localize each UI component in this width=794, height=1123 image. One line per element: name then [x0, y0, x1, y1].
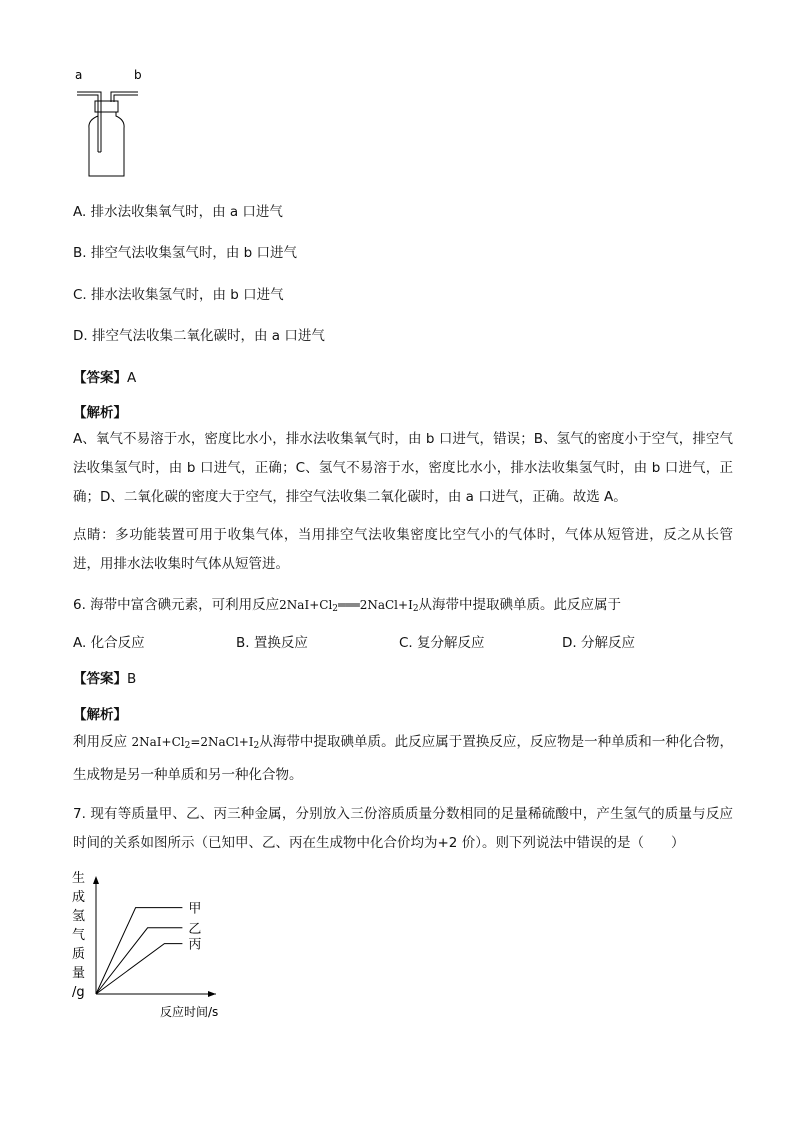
y-axis-arrow	[93, 876, 99, 884]
q6-option-b: B. 置换反应	[236, 635, 308, 651]
port-a-label: a	[75, 68, 83, 82]
q6-equation: $2NaI+Cl_2═══2NaCl+I_2$	[279, 598, 419, 614]
answer-value: B	[127, 671, 137, 687]
q6-options	[73, 631, 635, 651]
series-label-2: 乙	[188, 921, 202, 937]
q6-option-c: C. 复分解反应	[399, 635, 485, 651]
x-axis-arrow	[208, 991, 216, 997]
q6-option-d: D. 分解反应	[562, 635, 635, 651]
q6-stem-text: 6. 海带中富含碘元素，可利用反应	[73, 597, 280, 613]
hydrogen-mass-chart	[68, 868, 248, 1024]
answer-label: 【答案】	[73, 671, 127, 687]
series-label-1: 甲	[188, 901, 202, 917]
y-axis-label-char: 成	[72, 890, 86, 905]
q6-option-a: A. 化合反应	[73, 635, 145, 651]
q5-tip-text: 点睛：多功能装置可用于收集气体，当用排空气法收集密度比空气小的气体时，气体从短管进，反之从长管进，用排水法收集时气体从短管进。	[73, 527, 733, 572]
y-axis-label-char: /g	[72, 985, 85, 1000]
y-axis-label-char: 氢	[72, 909, 86, 924]
q5-option-b: B. 排空气法收集氢气时，由 b 口进气	[73, 245, 297, 261]
y-axis-label-char: 质	[72, 947, 86, 962]
port-b-label: b	[134, 68, 142, 82]
series-label-3: 丙	[188, 937, 202, 953]
q6-analysis-text: 利用反应 $2NaI+Cl_2=2NaCl+I_2$从海带中提取碘单质。此反应属于置换反应，反应物是一种单质和一种化合物，生成物是另一种单质和另一种化合物。	[73, 734, 734, 783]
gas-bottle-figure	[68, 64, 158, 180]
q5-analysis-label: 【解析】	[73, 405, 127, 421]
answer-label: 【答案】	[73, 370, 127, 386]
q7-stem: 7. 现有等质量甲、乙、丙三种金属，分别放入三份溶质质量分数相同的足量稀硫酸中，产生氢气的质量与反应时间的关系如图所示（已知甲、乙、丙在生成物中化合价均为+2 价）。则下列说法中错误的是（ ）	[73, 806, 733, 851]
y-axis-label-char: 生	[72, 871, 86, 886]
q6-stem	[73, 593, 621, 614]
answer-value: A	[127, 370, 137, 386]
q6-stem-text-2: 从海带中提取碘单质	[418, 597, 541, 613]
series-line-1	[96, 908, 182, 994]
q5-analysis-text: A、氧气不易溶于水，密度比水小，排水法收集氧气时，由 b 口进气，错误；B、氢气的密度小于空气，排空气法收集氢气时，由 b 口进气，正确；C、氢气不易溶于水，密度比水小，排水法收集氢气时，由 b 口进气，正确；D、二氧化碳的密度大于空气，排空气法收集二氧化碳时，由 a 口进气，正确。故选 A。	[73, 431, 733, 505]
q5-option-a: A. 排水法收集氧气时，由 a 口进气	[73, 204, 283, 220]
q5-option-c: C. 排水法收集氢气时，由 b 口进气	[73, 287, 284, 303]
q5-answer	[73, 366, 136, 386]
q6-answer	[73, 667, 136, 687]
x-axis-label: 反应时间/s	[160, 1005, 219, 1019]
y-axis-label-char: 气	[72, 928, 86, 943]
y-axis-label-char: 量	[72, 966, 86, 981]
q6-analysis-label: 【解析】	[73, 707, 127, 723]
q5-option-d: D. 排空气法收集二氧化碳时，由 a 口进气	[73, 328, 325, 344]
series-line-3	[96, 944, 182, 994]
q6-stem-end: 。此反应属于	[540, 597, 622, 613]
